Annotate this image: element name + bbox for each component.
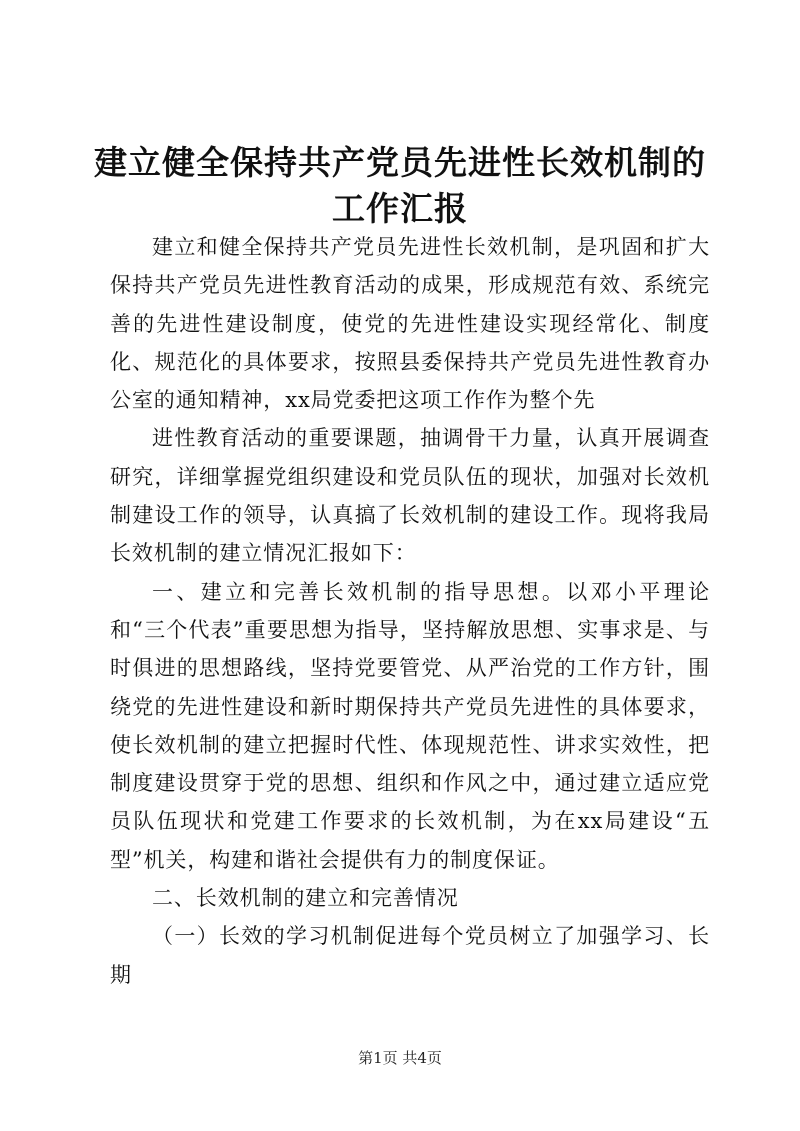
paragraph-guiding-thought: 一、建立和完善长效机制的指导思想。以邓小平理论和“三个代表”重要思想为指导，坚持解放思想、实事求是、与时俱进的思想路线，坚持党要管党、从严治党的工作方针，围绕党的先进性建设和新时期保持共产党员先进性的具体要求，使长效机制的建立把握时代性、体现规范性、讲求实效性，把制度建设贯穿于党的思想、组织和作风之中，通过建立适应党员队伍现状和党建工作要求的长效机制，为在xx局建设“五型”机关，构建和谐社会提供有力的制度保证。 [110,579,710,872]
paragraph-continuation: 进性教育活动的重要课题，抽调骨干力量，认真开展调查研究，详细掌握党组织建设和党员队伍的现状，加强对长效机制建设工作的领导，认真搞了长效机制的建设工作。现将我局长效机制的建立情况汇报如下： [110,426,710,566]
document-body [110,228,710,994]
subsection-heading-one: （一）长效的学习机制促进每个党员树立了加强学习、长期 [110,924,710,987]
paragraph-intro: 建立和健全保持共产党员先进性长效机制，是巩固和扩大保持共产党员先进性教育活动的成果，形成规范有效、系统完善的先进性建设制度，使党的先进性建设实现经常化、制度化、规范化的具体要求，按照县委保持共产党员先进性教育办公室的通知精神，xx局党委把这项工作作为整个先 [110,235,710,413]
section-heading-two: 二、长效机制的建立和完善情况 [152,886,459,911]
page-footer: 第1页 共4页 [358,1049,442,1067]
document-title: 建立健全保持共产党员先进性长效机制的工作汇报 [94,143,706,228]
